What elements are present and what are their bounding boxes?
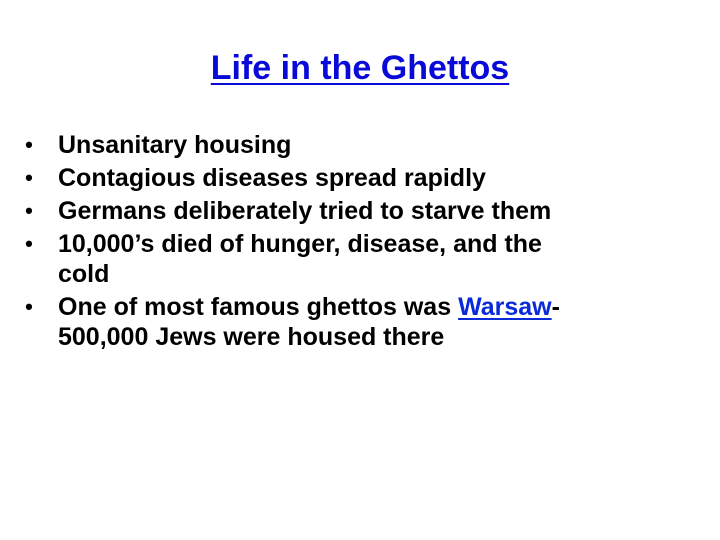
bullet-item-contagious-diseases [22, 163, 702, 193]
bullet-text-line-2: cold [58, 260, 110, 288]
bullet-icon: • [25, 231, 33, 256]
bullet-list [22, 130, 702, 355]
bullet-text-after-link: - [551, 293, 560, 321]
title-link[interactable]: Life in the Ghettos [210, 49, 510, 87]
bullet-text-before-link: One of most famous ghettos was [58, 293, 459, 321]
warsaw-link[interactable]: Warsaw [458, 293, 552, 321]
bullet-item-deaths [22, 229, 702, 289]
bullet-text: Unsanitary housing [58, 131, 292, 159]
bullet-text: Germans deliberately tried to starve them [58, 197, 552, 225]
bullet-text: Contagious diseases spread rapidly [58, 164, 486, 192]
bullet-icon: • [25, 165, 33, 190]
bullet-text-line-1 [58, 292, 702, 322]
bullet-icon: • [25, 198, 33, 223]
bullet-icon: • [25, 132, 33, 157]
slide-title [0, 46, 720, 90]
bullet-item-starvation [22, 196, 702, 226]
bullet-text-line-1: 10,000’s died of hunger, disease, and the [58, 230, 542, 258]
bullet-item-warsaw [22, 292, 702, 352]
bullet-icon: • [25, 294, 33, 319]
bullet-text-line-2: 500,000 Jews were housed there [58, 323, 445, 351]
bullet-item-unsanitary-housing [22, 130, 702, 160]
